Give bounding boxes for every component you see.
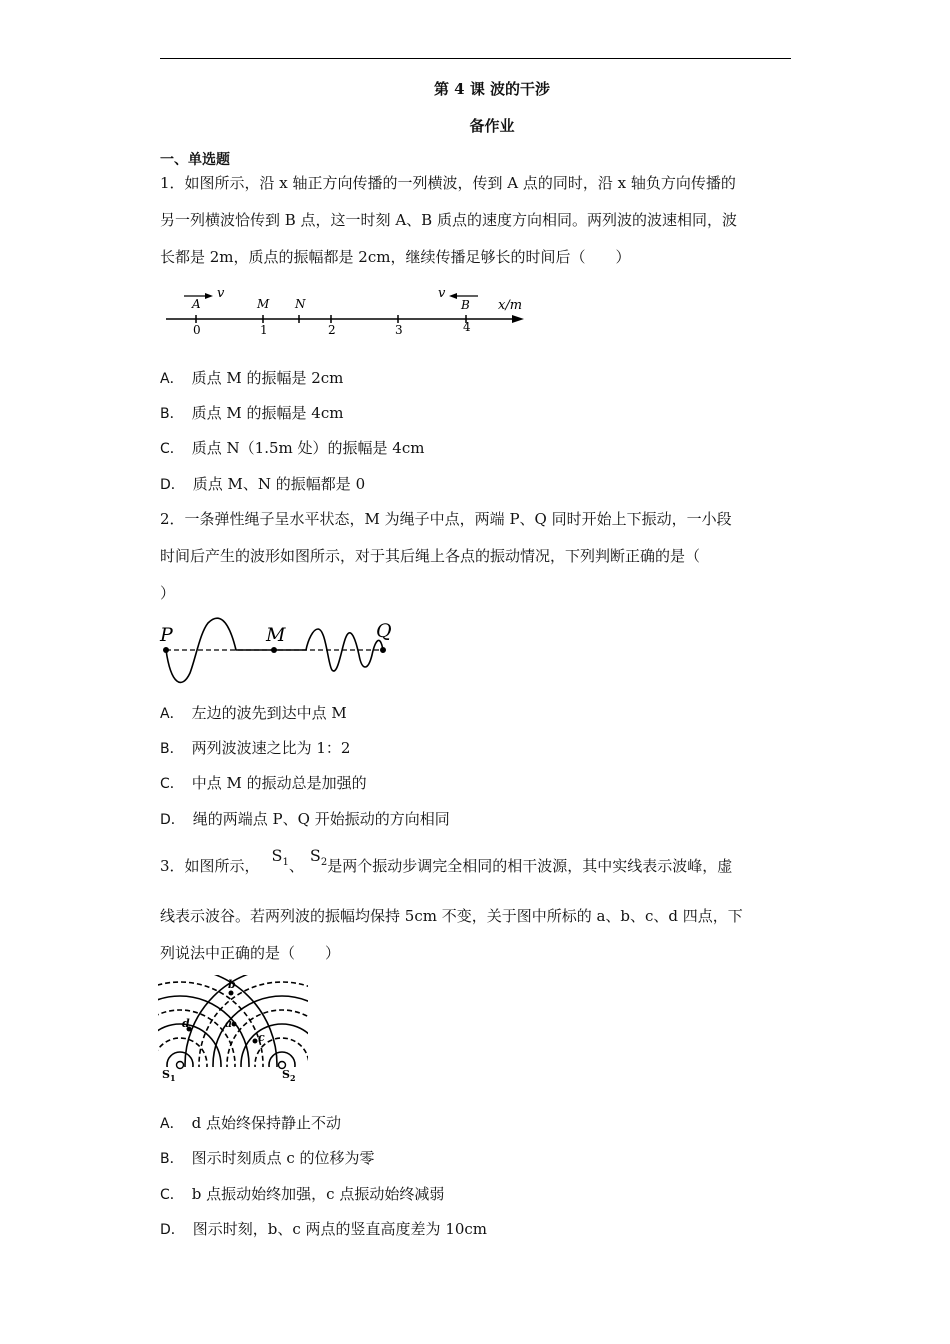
q1-line-3: 长都是 2m，质点的振幅都是 2cm，继续传播足够长的时间后（ ） — [160, 248, 631, 266]
label-M: M — [266, 624, 286, 646]
q3-line-1-suffix: 是两个振动步调完全相同的相干波源，其中实线表示波峰，虚 — [327, 857, 733, 875]
velocity-label-right: v — [438, 286, 446, 301]
point-M-dot — [271, 647, 277, 653]
label-P: P — [160, 624, 173, 646]
q1-option-a-letter: A． — [160, 371, 184, 387]
label-S1-sub: 1 — [169, 1073, 176, 1083]
label-S2 — [282, 1068, 296, 1083]
q2-option-c-letter: C． — [160, 776, 184, 792]
q3-line-2: 线表示波谷。若两列波的振幅均保持 5cm 不变，关于图中所标的 a、b、c、d 四点，下 — [160, 907, 743, 925]
s2-subscript: 2 — [320, 857, 328, 869]
q1-option-c[interactable] — [160, 438, 424, 459]
q1-option-b-letter: B． — [160, 406, 184, 422]
q1-line-2: 另一列横波恰传到 B 点，这一时刻 A、B 质点的速度方向相同。两列波的波速相同，波 — [160, 211, 737, 229]
label-S2-main: S — [282, 1068, 290, 1081]
label-c: c — [258, 1031, 265, 1044]
label-a: a — [225, 1017, 233, 1030]
arrow-right-icon — [205, 293, 213, 299]
label-B: B — [461, 298, 470, 312]
s2-crest-4 — [185, 975, 308, 1083]
velocity-label-left: v — [217, 286, 225, 301]
q2-rope-diagram — [158, 615, 398, 691]
q2-option-b-letter: B． — [160, 741, 184, 757]
q3-option-a-letter: A． — [160, 1116, 184, 1132]
q2-option-a-letter: A． — [160, 706, 184, 722]
q2-line-2: 时间后产生的波形如图所示，对于其后绳上各点的振动情况，下列判断正确的是（ — [160, 547, 701, 565]
label-S1 — [162, 1068, 176, 1083]
q2-option-d-text: 绳的两端点 P、Q 开始振动的方向相同 — [192, 810, 450, 828]
s1-trough-3 — [158, 982, 263, 1083]
label-d: d — [182, 1017, 190, 1030]
q1-option-a[interactable] — [160, 368, 343, 389]
q3-option-a[interactable] — [160, 1113, 341, 1134]
q3-option-b-letter: B． — [160, 1151, 184, 1167]
q1-option-d-text: 质点 M、N 的振幅都是 0 — [192, 475, 366, 493]
q1-option-c-text: 质点 N（1.5m 处）的振幅是 4cm — [191, 439, 425, 457]
q3-source-s2 — [309, 846, 328, 869]
q1-option-c-letter: C． — [160, 441, 184, 457]
q3-interference-diagram — [158, 975, 308, 1083]
q1-wave-diagram — [160, 282, 530, 342]
point-Q-dot — [380, 647, 386, 653]
q2-option-c-text: 中点 M 的振动总是加强的 — [191, 774, 367, 792]
label-b: b — [228, 978, 236, 991]
q2-option-b[interactable] — [160, 738, 350, 759]
q3-option-d-letter: D． — [160, 1222, 185, 1238]
section-heading: 一、单选题 — [160, 152, 230, 168]
lesson-title: 第 4 课 波的干涉 — [433, 80, 551, 98]
q3-option-a-text: d 点始终保持静止不动 — [191, 1114, 341, 1132]
label-A: A — [192, 297, 201, 311]
tick-label-0: 0 — [193, 323, 201, 337]
q3-option-c[interactable] — [160, 1184, 444, 1205]
arrow-left-icon — [449, 293, 457, 299]
s2-trough-2 — [227, 1010, 308, 1083]
q3-option-c-text: b 点振动始终加强，c 点振动始终减弱 — [191, 1185, 445, 1203]
q1-option-d-letter: D． — [160, 477, 185, 493]
tick-label-2: 2 — [328, 323, 336, 337]
point-c-dot — [253, 1039, 258, 1044]
q3-separator: 、 — [288, 857, 304, 875]
q1-option-b[interactable] — [160, 403, 343, 424]
q2-line-3: ） — [160, 584, 176, 602]
label-M: M — [257, 297, 270, 311]
point-P-dot — [163, 647, 169, 653]
tick-label-3: 3 — [395, 323, 403, 337]
label-N: N — [295, 297, 306, 311]
q2-option-d-letter: D． — [160, 812, 185, 828]
q3-option-c-letter: C． — [160, 1187, 184, 1203]
point-b-dot — [229, 991, 234, 996]
q3-option-b[interactable] — [160, 1148, 375, 1169]
x-axis-arrow-icon — [512, 315, 524, 323]
subtitle: 备作业 — [469, 117, 515, 135]
q2-line-1: 2．一条弹性绳子呈水平状态，M 为绳子中点，两端 P、Q 同时开始上下振动，一小段 — [160, 510, 732, 528]
q2-option-a[interactable] — [160, 703, 347, 724]
source-s1-icon — [177, 1062, 184, 1069]
q3-option-d[interactable] — [160, 1219, 487, 1240]
label-Q: Q — [376, 620, 392, 642]
header-rule — [160, 58, 791, 59]
q1-line-1: 1．如图所示，沿 x 轴正方向传播的一列横波，传到 A 点的同时，沿 x 轴负方向传播的 — [160, 174, 736, 192]
q2-option-b-text: 两列波波速之比为 1：2 — [191, 739, 351, 757]
q3-source-s1 — [271, 846, 289, 869]
s2-symbol: S — [309, 846, 321, 865]
s1-subscript: 1 — [282, 857, 289, 869]
q3-line-1 — [160, 846, 800, 883]
q2-option-a-text: 左边的波先到达中点 M — [191, 704, 347, 722]
point-a-dot — [232, 1022, 237, 1027]
axis-label: x/m — [498, 298, 523, 313]
q1-option-d[interactable] — [160, 474, 365, 495]
q1-option-a-text: 质点 M 的振幅是 2cm — [191, 369, 344, 387]
q2-option-c[interactable] — [160, 773, 367, 794]
label-S2-sub: 2 — [289, 1073, 296, 1083]
s1-crest-4 — [158, 975, 277, 1083]
q3-line-1-prefix: 3．如图所示， — [160, 857, 260, 875]
label-S1-main: S — [162, 1068, 170, 1081]
q1-option-b-text: 质点 M 的振幅是 4cm — [191, 404, 344, 422]
q3-option-d-text: 图示时刻，b、c 两点的竖直高度差为 10cm — [192, 1220, 488, 1238]
q2-option-d[interactable] — [160, 809, 450, 830]
tick-label-1: 1 — [260, 323, 268, 337]
q3-option-b-text: 图示时刻质点 c 的位移为零 — [191, 1149, 375, 1167]
tick-label-4: 4 — [463, 320, 471, 334]
s1-symbol: S — [271, 846, 283, 865]
q3-line-3: 列说法中正确的是（ ） — [160, 944, 341, 962]
